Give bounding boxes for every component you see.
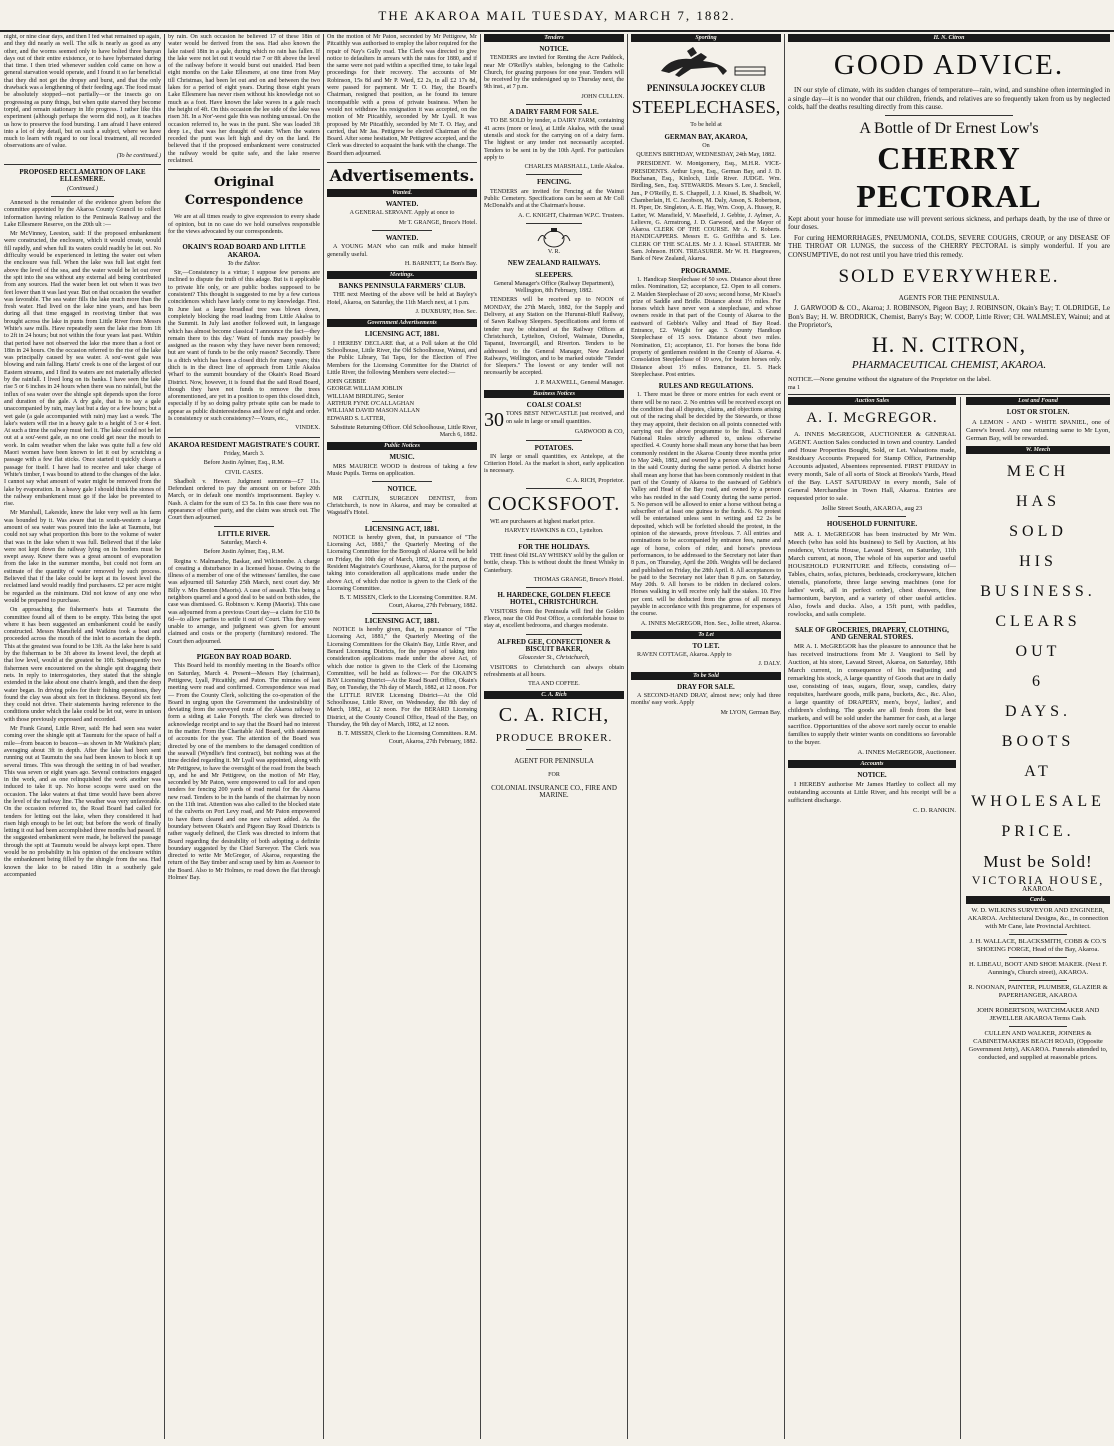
lower-split <box>788 397 1110 1439</box>
crest-letters: V. R. <box>547 248 561 255</box>
column-rule <box>627 34 628 1439</box>
ad-heading: DRAY FOR SALE. <box>677 682 735 691</box>
lower-left-column <box>788 397 956 816</box>
ad-signature: Mr T. GRANGE, Bruce's Hotel. <box>398 219 477 226</box>
royal-crest-icon <box>484 227 624 249</box>
divider <box>526 539 582 540</box>
divider <box>838 516 905 517</box>
ad-body: MR A. I. McGREGOR has been instructed by Mr Wm. Meech (who has sold his business) to Sell by Auction, at his residence, Victoria House, Lavaud Street, on Saturday, 11th March current, at noon, The whole of his superior and useful HOUSEHOLD FURNITURE and Effects, consisting of— Tables, chairs, sofas, pictures, bedsteads, crockeryware, kitchen utensils, pianoforte, three large sewing machines (one for ladies' work, all in perfect order), chest drawers, fine harmonium, baryton, and a variety of other useful articles. Also, fowls and ducks. Also, a 15ft punt, with paddles, rowlocks, and sails complete. <box>788 530 956 618</box>
court-judge: Before Justin Aylmer, Esq., R.M. <box>203 460 285 467</box>
court-body: Shadbolt v. Hewer. Judgment summons—£7 11s. Defendant ordered to pay the amount on or before 20th March, or in default one month's imprisonment. Bayley v. Nash. A claim for the sum of £3 5s. In this case there was no appearance of either party, and the claim was struck out. The Court then adjourned. <box>168 478 320 522</box>
ad-signature: J. DUXBURY, Hon. Sec. <box>415 309 477 316</box>
divider <box>372 521 432 522</box>
ad-heading: SALE OF GROCERIES, DRAPERY, CLOTHING, AND GENERAL STORES. <box>795 625 949 641</box>
divider <box>372 481 432 482</box>
divider <box>4 164 161 165</box>
ad-heading: NOTICE. <box>539 45 569 53</box>
business-card: J. H. WALLACE, BLACKSMITH, COBB & CO.'S SHOEING FORGE, Head of the Bay, Akaroa. <box>969 938 1107 954</box>
ad-heading: LOST OR STOLEN. <box>1006 408 1070 417</box>
proprietor-name: H. N. CITRON, <box>871 331 1027 357</box>
section-band: Meetings. <box>327 271 477 279</box>
ad-signature: A. INNES McGREGOR, Auctioneer. <box>857 749 956 757</box>
ad-line: AKAROA. <box>1022 884 1054 893</box>
divider <box>168 437 320 438</box>
product-name: CHERRY PECTORAL <box>856 139 1042 214</box>
article-subheading: (Continued.) <box>67 185 98 192</box>
divider <box>885 115 1014 116</box>
ad-body: For curing HEMORRHAGES, PNEUMONIA, COLDS, SEVERE COUGHS, CROUP, or any DISEASE OF THE THROAT OR LUNGS, the success of the CHERRY PECTORAL is simply wonderful. If you are CONSUMPTIVE, do not rest until you have tried this remedy. <box>788 233 1110 259</box>
ad-signature: CHARLES MARSHALL, Little Akaloa. <box>524 164 624 171</box>
ad-heading: HOUSEHOLD FURNITURE. <box>826 520 918 529</box>
ad-body: TENDERS are invited for Renting the Acre Paddock, near Mr O'Reilly's stables, belonging to the Catholic Church, for grazing purposes for one year. Tenders will be received by the undersigned up to Thursday next, the 9th inst., at 7 p.m. <box>484 55 624 91</box>
ad-signature: B. T. MISSEN, Clerk to the Licensing Committees. R.M. Court, Akaroa, 27th February, 1882. <box>337 731 477 745</box>
business-card: R. NOONAN, PAINTER, PLUMBER, GLAZIER & PAPERHANGER, AKAROA <box>968 984 1108 1000</box>
ad-body: TENDERS will be received up to NOON of MONDAY, the 27th March, 1882, for the Supply and Delivery, at any Station on the Hurunui-Bluff Railway, of Sawn Railway Sleepers. Specifications and forms of tender may be obtained at the Railway Offices at Christchurch, Lyttelton, Oxford, Waimate, Dunedin, Tapanui, Invercargill, and Riverton. Tenders to be addressed to the General Manager, New Zealand Railways, Wellington, and to be marked outside "Tender for Sleepers." The lowest or any tender will not necessarily be accepted. <box>484 297 624 377</box>
column-3 <box>327 34 477 1439</box>
column-rule <box>784 34 785 1439</box>
ad-heading: NOTICE. <box>387 485 417 494</box>
elected-names: JOHN GEBBIE GEORGE WILLIAM JOBLIN WILLIAM BIRDLING, Senior ARTHUR FYNE O'CALLAGHAN WILLIAM DAVID MASON ALLAN EDWARD S. LATTER, <box>327 379 420 422</box>
section-band: Wanted. <box>327 189 477 197</box>
ad-display-heading: SOLD EVERYWHERE. <box>838 266 1060 287</box>
meech-display-line: WHOLESALE <box>971 792 1105 810</box>
ad-code: ma 1 <box>788 385 801 392</box>
ad-body: VISITORS from the Peninsula will find the Golden Fleece, near the Old Post Office, a comfortable house to stay at, excellent bedrooms, and charges moderate. <box>484 608 624 630</box>
business-card: W. D. WILKINS SURVEYOR AND ENGINEER, AKAROA. Architectural Designs, &c., in connection with Mr Cane, late Provincial Architect. <box>967 907 1109 931</box>
meech-display-line: PRICE. <box>1001 822 1075 840</box>
continued-note: (To be continued.) <box>116 152 161 159</box>
section-band: W. Meech <box>966 446 1110 454</box>
divider <box>372 613 432 614</box>
divider <box>214 649 275 650</box>
ad-signature: J. DALY. <box>758 661 781 668</box>
section-band: Auction Sales <box>788 397 956 405</box>
ad-signature: A. C. KNIGHT, Chairman W.P.C. Trustees. <box>518 212 624 219</box>
ad-subheading: PRODUCE BROKER. <box>495 732 613 745</box>
ad-notice: NOTICE.—None genuine without the signature of the Proprietor on the label. <box>788 375 991 383</box>
section-band: C. A. Rich <box>484 691 624 699</box>
ad-signature: J. P. MAXWELL, General Manager. <box>534 379 624 386</box>
ad-body: A SECOND-HAND DRAY, almost new; only had three months' easy work. Apply <box>631 693 781 707</box>
ad-heading: BANKS PENINSULA FARMERS' CLUB. <box>338 282 466 291</box>
court-judge: Before Justin Aylmer, Esq., R.M. <box>203 549 285 556</box>
meech-display-line: BOOTS <box>1001 732 1075 750</box>
ad-signature: A. INNES McGREGOR, Hon. Sec., Jollie street, Akaroa. <box>640 620 781 627</box>
divider <box>1009 1003 1067 1004</box>
section-band: Government Advertisements <box>327 319 477 327</box>
article-paragraph: Mr McVinney, Leeston, said: If the proposed embankment were constructed, the enclosure, which it would create, would fill rapidly, and when full its waters could readily be let out. No difficulty would be experienced in letting the water out when the enclosure was full. When the lake was full last eight feet above the level of the sea, and the water would be let out over the spit into the sea without any external aid being contributed from any sources. Had the water been let out when it was two feet lower than it was last year. But on that occasion the weather was favorable. The sea water fills the lake much more than the fresh water. Had lived on the lake nine years, and has been during all that time engaged in receiving timber that was brought across the lake in punts from Little River from Messrs White's saw mills. Have repeatedly seen the lake rise from 1ft to 2ft in 24 hours; but not within the four years last past. Within that period have not observed the lake rise more than a foot or 18in in 24 hours. On the occasion referred to the rise of the lake was principally caused by sea water. A sou'-west gale was blowing and rain falling. Harts' creek is one of the largest of our Eastern streams, and I find its waters are not materially affected by the rainfall. I lived long on its banks. I have seen the lake rise 5 or 6 inches in 24 hours when there was no rainfall, but the influx of sea water over the shingle spit depends upon the force and duration of the gale. A dry gale, that is to say a gale unaccompanied by rain, may last but a day or a few hours; but a wet gale (a gale accompanied with rain) may last a week. The lake's waters will rise in a heavy gale to a height of 3 or 4 feet. At such a time the railway must feel it. The lake could not be let out at a sou'-west gale, as no one could get near the mouth to work. In calm weather when the lake was quite full a few old Maori women have been known to let it out by scratching a passage with a few flat sticks. Once started it quickly clears a passage for itself. I have had to receive and take charge of White's timber, I was bound to attend to the changes of the lake. I cannot say what amount of water might be removed from the lake by evaporation. In a heavy gale I should think the stones of the railway embankment must go if the lake be prevented to rise. <box>4 231 161 508</box>
ad-dateline: General Manager's Office (Railway Department), Wellington, 8th February, 1882. <box>493 280 615 295</box>
divider <box>788 394 1110 395</box>
ad-signature: C. D. RANKIN. <box>912 806 956 814</box>
meech-display-line: HAS <box>1015 492 1060 510</box>
divider <box>526 223 582 224</box>
agents-heading: AGENTS FOR THE PENINSULA. <box>898 294 1000 302</box>
ad-body: Kept about your house for immediate use will prevent serious sickness, and perhaps death, by the use of three or four doses. <box>788 214 1110 231</box>
ad-body: WE are purchasers at highest market price. <box>490 519 595 526</box>
board-heading: PIGEON BAY ROAD BOARD. <box>196 653 292 662</box>
ad-body: THE finest Old ISLAY WHISKY sold by the gallon or bottle, cheap. This is without doubt the finest Whisky in Canterbury. <box>484 552 624 574</box>
ad-display-heading: COCKSFOOT. <box>487 493 621 516</box>
ad-heading: WANTED. <box>385 200 419 209</box>
ad-signature: THOMAS GRANGE, Bruce's Hotel. <box>533 576 624 583</box>
ad-body: MR A. I. McGREGOR has the pleasure to announce that he has received instructions from Mr J. Vaugioni to Sell by Auction, at his store, Lavaud Street, Akaroa, on Saturday, 18th March current, in consequence of his readjusting and remarking his stock, A large quantity of Goods that are in daily use, consisting of teas, sugars, flour, soap, candles, dairy requisites, hardware goods, milk pans, buckets, &c., &c. Also, a large quantity of DRAPERY, men's, boys', ladies', and children's clothing. The goods are all fresh from the best markets, and will be sold under the hammer for cash, at a large sacrifice. Opportunities of the above sort rarely occur to enable families to supply their winter wants on conditions so favorable to the buyer. <box>788 643 956 747</box>
article-heading: PROPOSED RECLAMATION OF LAKE ELLESMERE. <box>19 168 146 184</box>
divider <box>1009 934 1067 935</box>
ad-heading: NOTICE. <box>857 770 887 779</box>
divider <box>838 622 905 623</box>
section-band: Public Notices <box>327 442 477 450</box>
programme-body: 1. Handicap Steeplechase of 50 sovs. Distance about three miles. Nomination, £2; acceptance, £2. Open to all comers. 2. Maiden Steeplechase of 20 sovs; second horse, Mr Kissel's prize of Saddle and Bridle. Distance about 1½ miles. For horses which have never won a steeplechase, and whose owners reside in that part of the County of Akaroa to the eastward of Gebbie's Valley and Head of Bay Road. Entrance, £2. Weight for age. 3. County Handicap Steeplechase of 15 sovs. Distance about two miles. Nomination, £1; acceptance, £1. For horses the bona fide property of gentlemen resident in the County of Akaroa. 4. Consolation Steeplechase of 10 sovs, for beaten horses only. Distance about 1½ miles. Entrance, £1. 5. Hack Steeplechase. Post entries. <box>631 276 781 378</box>
ad-signature: JOHN CULLEN. <box>581 93 624 100</box>
ad-body: VISITORS to Christchurch can always obtain refreshments at all hours. <box>484 664 624 678</box>
ad-heading: ALFRED GEE, CONFECTIONER & BISCUIT BAKER, <box>497 637 611 653</box>
letter-body: Sir,—Consistency is a virtue; I suppose few persons are inclined to dispute the truth of this adage. But is it applicable to private life only, or are public bodies supposed to be consistent? This thought is suggested to me by a few curious coincidences which have lately come to my knowledge. First. In June last a large broadleaf tree was blown down, completely blocking the road leading from Little Akaloa to the Summit. In July last another followed suit, in language which has almost become classical 'I announce the fact—they remain there to this day.' Want of funds may possibly be assigned as the reason why they have never been removed; but are want of funds to be the only reason? Secondly. There is a ditch which has been a closed ditch for many years; this ditch is in the direct line of approach from Little Akaloa Wharf to the summit boundary of the Okain's Road Board District. Now, however, it is found that the said Road Board, though they have not funds to remove the trees aforementioned, are yet in a position to open this closed ditch, especially if by so doing paltry private spite can be made to appear as public disinterestedness and love of right and order. Is consistency or such consistency?—Yours, etc., <box>168 270 320 423</box>
ad-body: IN our style of climate, with its sudden changes of temperature—rain, wind, and sunshine often intermingled in a single day—it is no wonder that our children, friends, and relatives are so frequently taken from us by neglected colds, half the deaths resulting directly from this cause. <box>788 86 1110 111</box>
ad-body: IN large or small quantities, ex Antelope, at the Criterion Hotel. As the market is short, early application is necessary. <box>484 453 624 475</box>
section-band: Lost and Found <box>966 397 1110 405</box>
column-2 <box>168 34 320 1439</box>
editor-note: We are at all times ready to give expression to every shade of opinion, but in no case do we hold ourselves responsible for the views advocated by our correspondents. <box>168 214 320 235</box>
event-officers: PRESIDENT. W. Montgomery, Esq., M.H.R. VICE-PRESIDENTS. Arthur Lyon, Esq., German Bay, and J. D. Buchanan, Esq., Kinloch, Little River. JUDGE. Wm. Birdling, Sen., Esq. STEWARDS. Messrs S. Lee, J. Smckell, Jun., P O'Reilly, E. S. Chappell, J. J. Kissel, B. Shadbolt, W. Chamberlain, H. C. Jacobson, M. Daly, Anson, S. Robertson, H. Piper, Dr. Singleton, A. E. Hay, Wm. Coop, A. Hussey, R. Latter, W. Mansfield, V. Masefield, J. Gebbie, J. Aylmer, A. Lelievre, G. Armstrong, J. D. Garwood, and the Mayor of Akaroa. CLERK OF THE COURSE. Mr A. F. Roberts. HANDICAPPERS. Messrs E. G. Griffiths and S. Lee. CLERK OF THE SCALES. Mr J. J. Kissel. STARTER. Mr Sam. Johnson. HON. TREASURER. Mr W. H. Hargreaves, Bank of New Zealand, Akaroa. <box>631 161 781 263</box>
ad-signature: HARVEY HAWKINS & CO., Lyttelton. <box>504 528 604 535</box>
letter-salutation: To the Editor. <box>227 260 261 267</box>
ad-address: Gloucester St., Christchurch, <box>518 655 590 662</box>
column-6 <box>788 34 1110 1439</box>
article-paragraph: Mr Marshall, Lakeside, knew the lake very well as his farm was bounded by it. Was aware that in south-western a large amount of sea water was poured into the lake at Taumutu, but could not say what proportion this bore to the volume of water that was in the lake when it was full. Believed that if the lake were not kept down the railway lying on its borders must be swept away. Knew there was a great amount of evaporation from the lake in the summer months, but could not form an estimate of the quantity of water removed by such process. Believed that if the lake could be kept at its lowest level the reclaimed land would readily find purchasers. £2 per acre might be regarded as the minimum. Did not know of any one who would be prepared to purchase. <box>4 510 161 604</box>
divider <box>327 162 477 163</box>
board-body: This Board held its monthly meeting in the Board's office on Saturday, March 4. Present—Messrs Hay (chairman), Pettigrew, Lyall, Pitcaithly, and Paton. The minutes of last meeting were read and confirmed. Correspondence was read— From the County Clerk, soliciting the co-operation of the Board in urging upon the Government the undesirability of deviating from the surveyed route of the Akaroa railway to form a siding at Lake Forsyth. The clerk was directed to acknowledge receipt and to say that the Board had no interest in the matter. From the Charitable Aid Board, with statement of accounts for the year. The attention of the Board was directed by one of the members to the damaged condition of the seawall (Wyndlie's first contract), but nothing was at the time decided regarding it. Mr Lyall was appointed, along with Mr Pettigrew, to have the oversight of the road from the beach up, and he and Mr Pettigrew, on the motion of Mr Hay, seconded by Mr Paton, were empowered to call for and open tenders for fencing 200 yards of road metal for the Akaroa new road. Tenders to be in the hands of the chairman by noon on the 11th inst. Attention was also called to the blocked state of the culverts on Port Levy road, and Mr Paton empowered to have them cleared and one new culvert added. As the boundary between Okain's and Pigeon Bay Road Districts is rather vaguely defined, the Clerk was directed to inform that Board regarding the desirability of both adopting a definite boundary suggested by the Chief Surveyor. The Clerk was directed to write Mr McGregor, of Akaroa, requesting the return of the Bay timber and scrap used by him as Assessor to the Board. Also to Mr Holmes, re road down the flat through Holmes' Bay. <box>168 663 320 881</box>
crest-graphic <box>524 227 584 249</box>
ad-body: RAVEN COTTAGE, Akaroa. Apply to <box>637 652 732 659</box>
ad-heading: MUSIC. <box>389 453 415 462</box>
ad-line: VICTORIA HOUSE, <box>971 872 1105 887</box>
business-card: CULLEN AND WALKER, JOINERS & CABINETMAKERS BEACH ROAD, (Opposite Government Jetty), AKAROA. Funerals attended to, conducted, and supplied at reasonable prices. <box>968 1030 1108 1062</box>
ad-tagline: TEA AND COFFEE. <box>528 681 580 688</box>
ad-signature: Mr LYON, German Bay. <box>720 709 781 716</box>
section-band: To be Sold <box>631 672 781 680</box>
column-5 <box>631 34 781 1439</box>
column-rule <box>323 34 324 1439</box>
masthead: THE AKAROA MAIL TUESDAY, MARCH 7, 1882. <box>0 6 1114 32</box>
meech-display-line: SOLD <box>1009 522 1067 540</box>
ad-subheading: SLEEPERS. <box>535 270 573 279</box>
divider <box>1009 957 1067 958</box>
ad-body: A GENERAL SERVANT. Apply at once to <box>349 210 455 217</box>
court-subheading: CIVIL CASES. <box>224 469 264 476</box>
ad-body: TONS BEST NEWCASTLE just received, and on sale in large or small quantities. <box>506 411 624 425</box>
section-band: To Let <box>631 631 781 639</box>
ad-heading: LICENSING ACT, 1881. <box>364 524 440 533</box>
ad-line: COLONIAL INSURANCE CO., FIRE AND MARINE. <box>491 784 617 800</box>
ad-heading: POTATOES. <box>534 443 574 452</box>
court-heading: AKAROA RESIDENT MAGISTRATE'S COURT. <box>168 440 320 449</box>
event-venue: GERMAN BAY, AKAROA, <box>664 132 748 141</box>
agents-list: J. GARWOOD & CO., Akaroa; J. ROBINSON, Pigeon Bay; J. ROBINSON, Okain's Bay; T. OLDRIDGE, Le Bon's Bay; H. W. BRODRICK, Chemist, Barry's Bay; W. COOP, Little River; CH. WALMSLEY, Wainui; and at the Proprietor's, <box>788 304 1110 330</box>
section-title: Original Correspondence <box>184 175 304 209</box>
section-band: Tenders <box>484 34 624 42</box>
ad-display-heading: C. A. RICH, <box>498 704 610 727</box>
ad-line: FOR <box>548 771 560 778</box>
ad-body: NOTICE is hereby given, that, in pursuance of "The Licensing Act, 1881," the Quarterly Meeting of the Licensing Committees for the Okain's Bay, Little River, and Berard Licensing Districts, for the purpose of taking into consideration applications made under the above Act, of which due notice is given to the Clerk of the Licensing Committee, will be held as follows:— For the OKAIN'S BAY Licensing District—At the Road Board Office, Okain's Bay, on Tuesday, the 7th day of March, 1882, at 12 noon. For the LITTLE RIVER Licensing District—At the Old Schoolhouse, Little River, on Wednesday, the 8th day of March, 1882, at 12 noon. For the BERARD Licensing District, at the County Council Office, Head of the Bay, on Thursday, the 9th day of March, 1882, at 12 noon. <box>327 627 477 728</box>
court-heading: LITTLE RIVER. <box>217 529 271 538</box>
event-organiser: PENINSULA JOCKEY CLUB <box>646 83 766 93</box>
divider <box>526 174 582 175</box>
article-paragraph: Annexed is the remainder of the evidence given before the committee appointed by the Akaroa County Council to collect information having relation to the Peninsula Railway and the Lake Ellesmere Reserve, on the 20th ult :— <box>4 199 161 228</box>
article-paragraph: On approaching the fishermen's huts at Taumutu the committee found all of them to be empty. This being the spot where it has been suggested an embankment could be easily constructed. Messrs Mansfield and Watkins took a boat and proceeded across the mouth of the inlet to ascertain the depth. This at the greatest was found to be 13ft. As the lake here is said by the fisherman to be 3ft above its lowest level, the depth at that low level, would at the greatest be 10ft. Subsequently two fishermen were encountered on the shingle spit dragging their nets. In reply to interrogatories, they stated that the shingle extended in the lake about one chain's length, and then the deep water began. In driving poles for their fishing operations, they found the clay was about six feet in thickness. Beyond six feet they could not drive. Their statements having reference to the conditions under which the lake could be let out, were in unison with those previously expressed and recorded. <box>4 607 161 723</box>
article-paragraph: Mr Frank Grand, Little River, said: He had seen sea water coming over the shingle spit at Taumutu for the space of half a mile—from beacon to beacon—as shown in Mr Watkins's plan; averaging about 3ft in depth. After the lake had been sent running out at Taumutu the sea had been known to block it up several times. This was through the setting in of bad weather. This was seven or eight years ago. Several contractors engaged in the work, and as one relinquished the work another was induced to take it up. No horse scoops were used on the occasion. The lake waters at that time would have been above the level of the railway line. The weather was very unfavorable. On the occasion referred to, the Road Board had called for tenders for letting out the lake, when they considered it had risen high enough to be let out; but before the work of finally letting it out had been accomplished three months had passed. If the suggested embankment were made, he believed the passage through the spit at Taumutu would be always kept open. There would be no probability in his opinion of the enclosure within the embankment being filled by the shingle from the sea. Had known the lake to be raised 18in in a southerly gale accompanied <box>4 726 161 878</box>
event-date: QUEEN'S BIRTHDAY, WEDNESDAY, 24th May, 1882. <box>636 152 776 159</box>
event-line: To be held at <box>690 122 722 129</box>
divider <box>214 526 275 527</box>
column-rule <box>480 34 481 1439</box>
divider <box>526 749 582 750</box>
ad-body: THE next Meeting of the above will be held at Bayley's Hotel, Akaroa, on Saturday, the 11th March next, at 1 p.m. <box>327 292 477 306</box>
divider <box>1009 1026 1067 1027</box>
meech-display-line: 6 <box>1032 672 1044 690</box>
article-paragraph: night, or nine clear days, and then I fed what remained up again, and they did nearly as well. The silk is nearly as good as any other, and the worms seemed only to have bolted three banyan days out of their entire existence, or to have hybernated during that time. I then tried whenever sudden cold came on how a general starvation would operate, and I found it so far beneficial that they did not get the dropsy and burst, and that the only drawback was a lengthening of their feeding age. The food must be absolutely stopped—not partially—or the insects go on progressing as puny things, but when quite starved they become torpid, and remain stationary in life progress. I rather like this experiment (although perhaps the worm did not), as it teaches us how to preserve the food bursting. I am afraid I have entered into a lot of dry detail, but on such a subject, where we have much to learn with regard to our local treatment, all recorded observations are of value. <box>4 34 161 150</box>
ad-display-heading: GOOD ADVICE. <box>833 49 1065 81</box>
meech-display-line: BUSINESS. <box>980 582 1096 600</box>
divider <box>526 488 582 489</box>
ad-body: A. INNES McGREGOR, AUCTIONEER & GENERAL AGENT. Auction Sales conducted in town and country. Landed and House Properties Bought, Sold, or Let. Valuations made, Residuary Accounts Prepared for Stamp Office, Partnership Accounts adjusted, Absentees represented. FIRST FRIDAY in every month, Sale of all sorts of Stock at Brooks's Yards, Head of the Bay. LAST SATURDAY in every month, Sale of General Merchandise in Town Hall, Akaroa. Entries are requested prior to sale. <box>788 431 956 503</box>
divider <box>168 169 320 170</box>
article-paragraph: On the motion of Mr Paton, seconded by Mr Pettigrew, Mr Pitcaithly was authorised to employ the labor required for the repair of Nay's Gully road. The Clerk was directed to give notice to defaulters in arrears with the rates for 1880, and if the same were not paid within a specified time, to take legal proceedings for their recovery. The accounts of Mr Robinson, 15s 8d and Mr P. Ward, £2 2s, in all £2 17s 8d, were passed for payment. Mr T. O. Hay, the Board's Chairman, resigned that position, as he found its tenure incompatible with a press of private business. When he would not withdraw his resignation it was accepted, on the motion of Mr Pitcaithly, seconded by Mr Lyall. It was proposed by Mr Pitcaithly, seconded by Mr T. O. Hay, and carried, that Mr Jas. Pettigrew be elected Chairman of the Board. After some hesitation, Mr Pettigrew accepted, and the Clerk was directed to acquaint the bank with the change. The Board then adjourned. <box>327 34 477 157</box>
meech-display-line: HIS <box>1019 552 1057 570</box>
lower-right-column <box>966 397 1110 1064</box>
ad-body: TO BE SOLD by tender, a DAIRY FARM, containing 41 acres (more or less), at Little Akaloa, with the usual utensils and stock for the carrying on of a dairy farm. The highest or any tender not necessarily accepted. Tenders to be sent in by the 10th April. For particulars apply to <box>484 118 624 161</box>
ad-body: I HEREBY authorise Mr James Hartley to collect all my outstanding accounts at Little River, and his receipt will be a sufficient discharge. <box>788 780 956 804</box>
column-1 <box>4 34 161 1439</box>
ad-heading: FOR THE HOLIDAYS. <box>518 542 590 551</box>
ad-subheading: A Bottle of Dr Ernest Low's <box>859 119 1039 137</box>
horse-graphic <box>631 45 781 81</box>
business-card: H. LIBEAU, BOOT AND SHOE MAKER. (Next F. Aunning's, Church street), AKAROA. <box>968 961 1107 977</box>
ad-signature: GARWOOD & CO, <box>574 429 624 436</box>
steeplechase-illustration-icon <box>631 45 781 81</box>
column-rule <box>164 34 165 1439</box>
rules-body: 1. There must be three or more entries for each event or there will be no race. 2. No entries will be received except on the condition that all disputes, claims, and objections arising out of the racing shall be decided by the Stewards, or those they may appoint, their decision on all points connected with carrying out the above programme to be final. 3. Grand National Rules strictly adhered to, unless otherwise specified. 4. County horse shall mean any horse that has been commonly resident in the Akaroa County three months prior to May 24th, 1882, and owned by a person who has resided in the said County during the same period. A district horse shall mean any horse that has been commonly resident in that part of the County of Akaroa to the eastward of Gebbie's Valley and Head of the Bay road, and owned by a person who has resided in the said County during the same period. 5. No person will be allowed to enter a horse without being a subscriber of at least one guinea to the funds. 6. No protest will be entertained unless sent in writing and £2 2s be deposited, which will be forfeited should the protest, in the opinion of the stewards, prove frivolous. 7. All entries and nominations to be accompanied by entrance fees, name and age of horse, colors of rider, and horse's previous performances, to be addressed to the Secretary not later than 8 p.m., on Thursday, April the 20th. Weights will be declared and published on Friday, the 28th April. 8. All acceptances to be paid to the Secretary not later than 8 p.m. on Saturday, May 20th. 9. All horses to be ridden in declared colors. Horses walking in will receive only half the stakes. 10. Five per cent. will be deducted from the gross of all moneys payable in accordance with this programme, for expenses of the course. <box>631 392 781 618</box>
ad-display-heading: A. I. McGREGOR. <box>806 410 938 427</box>
divider <box>51 196 114 197</box>
ad-signature: B. T. MISSEN, Clerk to the Licensing Committee. R.M. Court, Akaroa, 27th February, 1882. <box>339 595 477 609</box>
section-band: Business Notices <box>484 390 624 398</box>
section-band: Cards. <box>966 896 1110 904</box>
ad-body: NOTICE is hereby given, that, in pursuance of "The Licensing Act, 1881," the Quarterly Meeting of the Licensing Committee for the Borough of Akaroa will be held on Friday, the 10th day of March, 1882, at 12 noon, at the Resident Magistrate's Courthouse, Akaroa, for the purpose of taking into consideration all applications made under the above Act, of which due notice is given to the Clerk of the Licensing Committee. <box>327 534 477 592</box>
ad-heading: TO LET. <box>692 641 720 650</box>
ad-heading: FENCING. <box>536 178 572 187</box>
court-body: Regina v. Malmanche, Baskar, and Wilcinombe. A charge of creating a disturbance in a licensed house. Owing to the illness of a member of one of the witnesses' families, the case was adjourned till Saturday 25th March, next court day. Mr Billy v. Mrs Benton (Maoris). A case of assault. This being a neighbors quarrel and a good deal to be said on both sides, the case was dismissed. G. Robinson v. Kemp (Maoris). This case was adjourned from a previous Court day—a claim for £10 8s 6d—to allow parties to settle it out of Court. This they were unable to arrange, and judgment was given for amount claimed and costs or the property (furniture) restored. The Court then adjourned. <box>168 558 320 645</box>
meech-display <box>966 457 1110 847</box>
letter-signature: VINDEX. <box>295 425 320 432</box>
court-date: Friday, March 3. <box>223 450 265 457</box>
section-band: H. N. Citron <box>788 34 1110 42</box>
programme-heading: PROGRAMME. <box>681 266 731 275</box>
ad-display-heading: Must be Sold! <box>983 851 1093 871</box>
rules-heading: RULES AND REGULATIONS. <box>658 382 754 391</box>
divider <box>526 587 582 588</box>
ad-signature: Substitute Returning Officer. Old Schoolhouse, Little River, March 6, 1882. <box>330 424 477 439</box>
ad-line: AGENT FOR PENINSULA <box>514 757 594 766</box>
ad-body: I HEREBY DECLARE that, at a Poll taken at the Old Schoolhouse, Little River, the Old Schoolhouse, Wainui, and the Public Library, Tai Tapu, for the Election of Five Members for the Licensing Committee for the District of Little River, the following Members were elected:— <box>327 340 477 376</box>
ad-body: MR CATTLIN, SURGEON DENTIST, from Christchurch, is now in Akaroa, and may be consulted at Wagstaff's Hotel. <box>327 495 477 517</box>
business-card: JOHN ROBERTSON, WATCHMAKER AND JEWELLER AKAROA Terms Cash. <box>976 1007 1100 1023</box>
ad-body: MRS MAURICE WOOD is desirous of taking a few Music Pupils. Terms on application. <box>327 463 477 478</box>
divider <box>526 634 582 635</box>
ad-heading: WANTED. <box>385 233 419 242</box>
divider <box>214 239 275 240</box>
section-title: Advertisements. <box>329 166 475 186</box>
meech-display-line: CLEARS <box>995 612 1081 630</box>
meech-display-line: OUT <box>1015 642 1061 660</box>
ad-body: A YOUNG MAN who can milk and make himself generally useful. <box>327 244 477 258</box>
ad-heading: COALS! COALS! <box>526 400 582 409</box>
column-4 <box>484 34 624 1439</box>
ad-heading: LICENSING ACT, 1881. <box>364 616 440 625</box>
event-title: STEEPLECHASES, <box>631 97 781 118</box>
ad-signature: H. BARNETT, Le Bon's Bay. <box>404 260 477 267</box>
ad-heading: LICENSING ACT, 1881. <box>364 330 440 339</box>
divider <box>1009 980 1067 981</box>
proprietor-title: PHARMACEUTICAL CHEMIST, AKAROA. <box>851 358 1047 371</box>
ad-heading: A DAIRY FARM FOR SALE. <box>509 108 599 117</box>
meech-display-line: DAYS. <box>1004 702 1072 720</box>
column-rule <box>960 397 961 1439</box>
ad-heading: NEW ZEALAND RAILWAYS. <box>507 259 601 268</box>
meech-display-line: AT <box>1024 762 1052 780</box>
article-paragraph: by rain. On such occasion he believed 17 of these 18in of water would be derived from the sea. Had also known the lake raised 18in in a gale, during which no rain has fallen. If the lake were not let out it would rise 7 or 8ft above the level of the railway before it would burst out unaided. Had been eight months on the Lake Ellesmere, at one time from May till Christmas, had been let out and on and between the two lakes for a period of eight years. During those eight years Lake Ellesmere has never risen without his knowledge not so much as a foot. Have known the lake waves in a gale reach the height of 4ft. On this occasion the lee side of the lake was risen 3ft. In a Nor'-west gale this was nothing unusual. On the occasion referred to, he was in the punt. She was loaded 3ft deep i.e., that was her draught of water. When the waters receded the punt was left high and dry on the land. He believed that if the proposed embankment were constructed the railway would be quite safe, and the lake reserve reclaimed. <box>168 34 320 165</box>
court-date: Saturday, March 4. <box>220 539 268 546</box>
divider <box>526 104 582 105</box>
coals-number: 30 <box>484 409 504 432</box>
ad-signature: C. A. RICH, Proprietor. <box>566 477 624 484</box>
ad-signature: Jollie Street South, AKAROA, aug 23 <box>821 505 923 513</box>
section-band: Accounts <box>788 760 956 768</box>
ad-body: A LEMON - AND - WHITE SPANIEL, one of Carew's breed. Any one returning same to Mr Lyon, German Bay, will be rewarded. <box>966 418 1110 442</box>
section-band: Sporting <box>631 34 781 42</box>
event-line: On <box>702 142 710 149</box>
ad-heading: H. HARDECKE, GOLDEN FLEECE HOTEL, CHRISTCHURCH. <box>497 591 611 607</box>
letter-heading: OKAIN'S ROAD BOARD AND LITTLE AKAROA. <box>182 243 306 259</box>
divider <box>526 440 582 441</box>
divider <box>372 230 432 231</box>
ad-body: TENDERS are invited for Fencing at the Wainui Public Cemetery. Specifications can be seen at Mr Coll McDonald's and at the Chairman's house. <box>484 188 624 210</box>
meech-display-line: MECH <box>1006 462 1070 480</box>
